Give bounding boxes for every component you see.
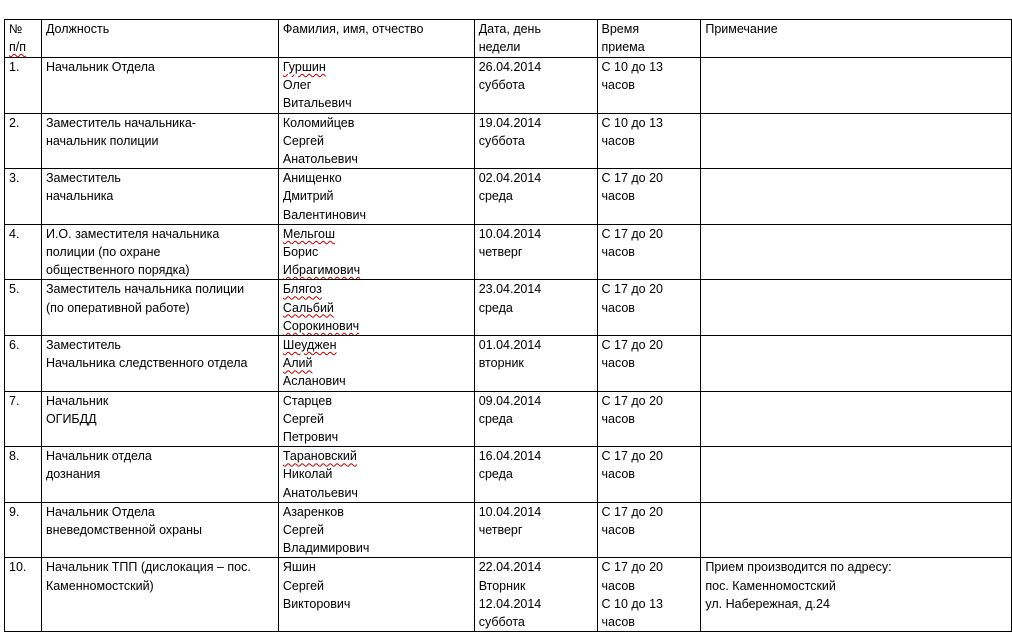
- row-time: [597, 113, 701, 169]
- date-value: 02.04.2014: [478, 171, 542, 186]
- time-unit: часов: [601, 578, 635, 593]
- surname: Шеуджен: [282, 338, 337, 353]
- patronymic: Сорокинович: [282, 318, 360, 333]
- row-note: [701, 169, 1012, 225]
- weekday: суббота: [478, 615, 525, 630]
- time-range: С 17 до 20: [601, 282, 663, 297]
- note-line: пос. Каменномостский: [705, 578, 836, 593]
- position-line: полиции (по охране: [45, 245, 161, 260]
- row-number: 5.: [5, 280, 42, 336]
- row-time: [597, 336, 701, 392]
- time-unit: часов: [601, 189, 635, 204]
- time-range: С 17 до 20: [601, 449, 663, 464]
- position-line: ОГИБДД: [45, 411, 97, 426]
- time-unit: часов: [601, 523, 635, 538]
- surname: Тарановский: [282, 449, 357, 464]
- table-row: [5, 558, 1012, 632]
- date-value: 16.04.2014: [478, 449, 542, 464]
- row-time: [597, 280, 701, 336]
- header-time-line-1: Время: [601, 22, 640, 36]
- row-position: [41, 280, 278, 336]
- row-name: [278, 391, 474, 447]
- surname: Мельгош: [282, 226, 336, 241]
- first-name: Сергей: [282, 411, 325, 426]
- position-line: И.О. заместителя начальника: [45, 226, 220, 241]
- row-date: [474, 336, 597, 392]
- header-number-line-2: п/п: [9, 40, 27, 55]
- position-line: Начальник: [45, 393, 109, 408]
- time-unit: часов: [601, 78, 635, 93]
- weekday: четверг: [478, 245, 523, 260]
- row-number: 2.: [5, 113, 42, 169]
- table-row: [5, 447, 1012, 503]
- time-unit: часов: [601, 467, 635, 482]
- surname: Яшин: [282, 560, 316, 575]
- row-number: 6.: [5, 336, 42, 392]
- row-time: [597, 169, 701, 225]
- position-line: Заместитель: [45, 171, 121, 186]
- patronymic: Анатольевич: [282, 152, 358, 167]
- table-row: [5, 169, 1012, 225]
- header-date: [474, 20, 597, 58]
- surname: Гуршин: [282, 60, 326, 74]
- header-time-line-2: приема: [601, 40, 645, 55]
- row-time: [597, 58, 701, 114]
- position-line: Начальник отдела: [45, 449, 152, 464]
- date-value: 22.04.2014: [478, 560, 542, 575]
- date-value: 01.04.2014: [478, 338, 542, 353]
- first-name: Дмитрий: [282, 189, 334, 204]
- header-number: [5, 20, 42, 58]
- position-line: начальника: [45, 189, 114, 204]
- row-date: [474, 58, 597, 114]
- row-name: [278, 113, 474, 169]
- row-name: [278, 169, 474, 225]
- patronymic: Асланович: [282, 374, 346, 389]
- time-range: С 17 до 20: [601, 560, 663, 575]
- time-unit: часов: [601, 133, 635, 148]
- row-date: [474, 113, 597, 169]
- row-time: [597, 502, 701, 558]
- patronymic: Витальевич: [282, 96, 352, 111]
- row-name: [278, 224, 474, 280]
- first-name: Сергей: [282, 523, 325, 538]
- date-value: 10.04.2014: [478, 226, 542, 241]
- row-position: [41, 502, 278, 558]
- position-line: начальник полиции: [45, 133, 159, 148]
- table-row: [5, 224, 1012, 280]
- date-value: 12.04.2014: [478, 596, 542, 611]
- row-date: [474, 224, 597, 280]
- row-time: [597, 447, 701, 503]
- row-date: [474, 391, 597, 447]
- position-line: Заместитель начальника полиции: [45, 282, 245, 297]
- surname: Анищенко: [282, 171, 342, 186]
- row-position: [41, 447, 278, 503]
- date-value: 10.04.2014: [478, 504, 542, 519]
- weekday: суббота: [478, 78, 525, 93]
- row-note: [701, 58, 1012, 114]
- row-name: [278, 558, 474, 632]
- position-line: общественного порядка): [45, 263, 190, 278]
- row-position: [41, 391, 278, 447]
- row-name: [278, 336, 474, 392]
- first-name: Борис: [282, 245, 319, 260]
- row-note: [701, 280, 1012, 336]
- date-value: 23.04.2014: [478, 282, 542, 297]
- patronymic: Викторович: [282, 596, 351, 611]
- surname: Старцев: [282, 393, 332, 408]
- row-note: [701, 391, 1012, 447]
- row-number: 10.: [5, 558, 42, 632]
- first-name: Сергей: [282, 133, 325, 148]
- row-date: [474, 502, 597, 558]
- surname: Азаренков: [282, 504, 344, 519]
- row-position: [41, 558, 278, 632]
- first-name: Сергей: [282, 578, 325, 593]
- date-value: 19.04.2014: [478, 115, 542, 130]
- row-note: [701, 502, 1012, 558]
- patronymic: Владимирович: [282, 541, 370, 556]
- time-range: С 17 до 20: [601, 226, 663, 241]
- weekday: среда: [478, 300, 513, 315]
- row-number: 9.: [5, 502, 42, 558]
- weekday: среда: [478, 467, 513, 482]
- first-name: Алий: [282, 356, 313, 371]
- table-row: [5, 502, 1012, 558]
- position-line: (по оперативной работе): [45, 300, 190, 315]
- time-range: С 10 до 13: [601, 115, 663, 130]
- table-row: [5, 280, 1012, 336]
- position-line: Начальника следственного отдела: [45, 356, 248, 371]
- time-unit: часов: [601, 356, 635, 371]
- position-line: вневедомственной охраны: [45, 523, 202, 538]
- row-position: [41, 169, 278, 225]
- table-row: [5, 58, 1012, 114]
- weekday: Вторник: [478, 578, 526, 593]
- row-name: [278, 502, 474, 558]
- table-row: [5, 336, 1012, 392]
- time-unit: часов: [601, 245, 635, 260]
- time-range: С 17 до 20: [601, 504, 663, 519]
- table-header-row: [5, 20, 1012, 58]
- row-position: [41, 336, 278, 392]
- row-date: [474, 280, 597, 336]
- note-line: ул. Набережная, д.24: [705, 596, 830, 611]
- row-note: [701, 558, 1012, 632]
- time-unit: часов: [601, 615, 635, 630]
- weekday: вторник: [478, 356, 524, 371]
- position-line: Заместитель начальника-: [45, 115, 196, 130]
- row-position: [41, 58, 278, 114]
- time-range: С 10 до 13: [601, 60, 663, 74]
- row-time: [597, 391, 701, 447]
- row-number: 4.: [5, 224, 42, 280]
- time-range: С 17 до 20: [601, 338, 663, 353]
- position-line: Заместитель: [45, 338, 121, 353]
- row-name: [278, 447, 474, 503]
- position-line: Начальник Отдела: [45, 60, 155, 74]
- header-date-line-1: Дата, день: [478, 22, 541, 36]
- reception-schedule-table: [4, 19, 1012, 632]
- position-line: Каменномостский): [45, 578, 154, 593]
- row-position: [41, 113, 278, 169]
- date-value: 09.04.2014: [478, 393, 542, 408]
- row-date: [474, 558, 597, 632]
- header-number-line-1: №: [9, 22, 23, 36]
- time-unit: часов: [601, 300, 635, 315]
- row-note: [701, 224, 1012, 280]
- table-row: [5, 113, 1012, 169]
- row-note: [701, 447, 1012, 503]
- note-line: Прием производится по адресу:: [705, 560, 892, 575]
- header-position: Должность: [41, 20, 278, 58]
- date-value: 26.04.2014: [478, 60, 542, 74]
- row-time: [597, 558, 701, 632]
- row-date: [474, 447, 597, 503]
- row-name: [278, 58, 474, 114]
- time-unit: часов: [601, 411, 635, 426]
- row-number: 8.: [5, 447, 42, 503]
- time-range: С 17 до 20: [601, 393, 663, 408]
- row-note: [701, 113, 1012, 169]
- table-row: [5, 391, 1012, 447]
- time-range: С 10 до 13: [601, 596, 663, 611]
- row-position: [41, 224, 278, 280]
- first-name: Сальбий: [282, 300, 334, 315]
- header-date-line-2: недели: [478, 40, 521, 55]
- patronymic: Валентинович: [282, 207, 366, 222]
- surname: Блягоз: [282, 282, 322, 297]
- row-number: 1.: [5, 58, 42, 114]
- row-date: [474, 169, 597, 225]
- first-name: Николай: [282, 467, 333, 482]
- patronymic: Ибрагимович: [282, 263, 361, 278]
- position-line: дознания: [45, 467, 101, 482]
- first-name: Олег: [282, 78, 312, 93]
- surname: Коломийцев: [282, 115, 355, 130]
- header-note: Примечание: [701, 20, 1012, 58]
- position-line: Начальник Отдела: [45, 504, 155, 519]
- weekday: суббота: [478, 133, 525, 148]
- patronymic: Петрович: [282, 430, 339, 445]
- time-range: С 17 до 20: [601, 171, 663, 186]
- header-time: [597, 20, 701, 58]
- row-time: [597, 224, 701, 280]
- row-note: [701, 336, 1012, 392]
- row-number: 7.: [5, 391, 42, 447]
- patronymic: Анатольевич: [282, 485, 358, 500]
- weekday: четверг: [478, 523, 523, 538]
- weekday: среда: [478, 411, 513, 426]
- weekday: среда: [478, 189, 513, 204]
- row-number: 3.: [5, 169, 42, 225]
- position-line: Начальник ТПП (дислокация – пос.: [45, 560, 251, 575]
- header-name: Фамилия, имя, отчество: [278, 20, 474, 58]
- row-name: [278, 280, 474, 336]
